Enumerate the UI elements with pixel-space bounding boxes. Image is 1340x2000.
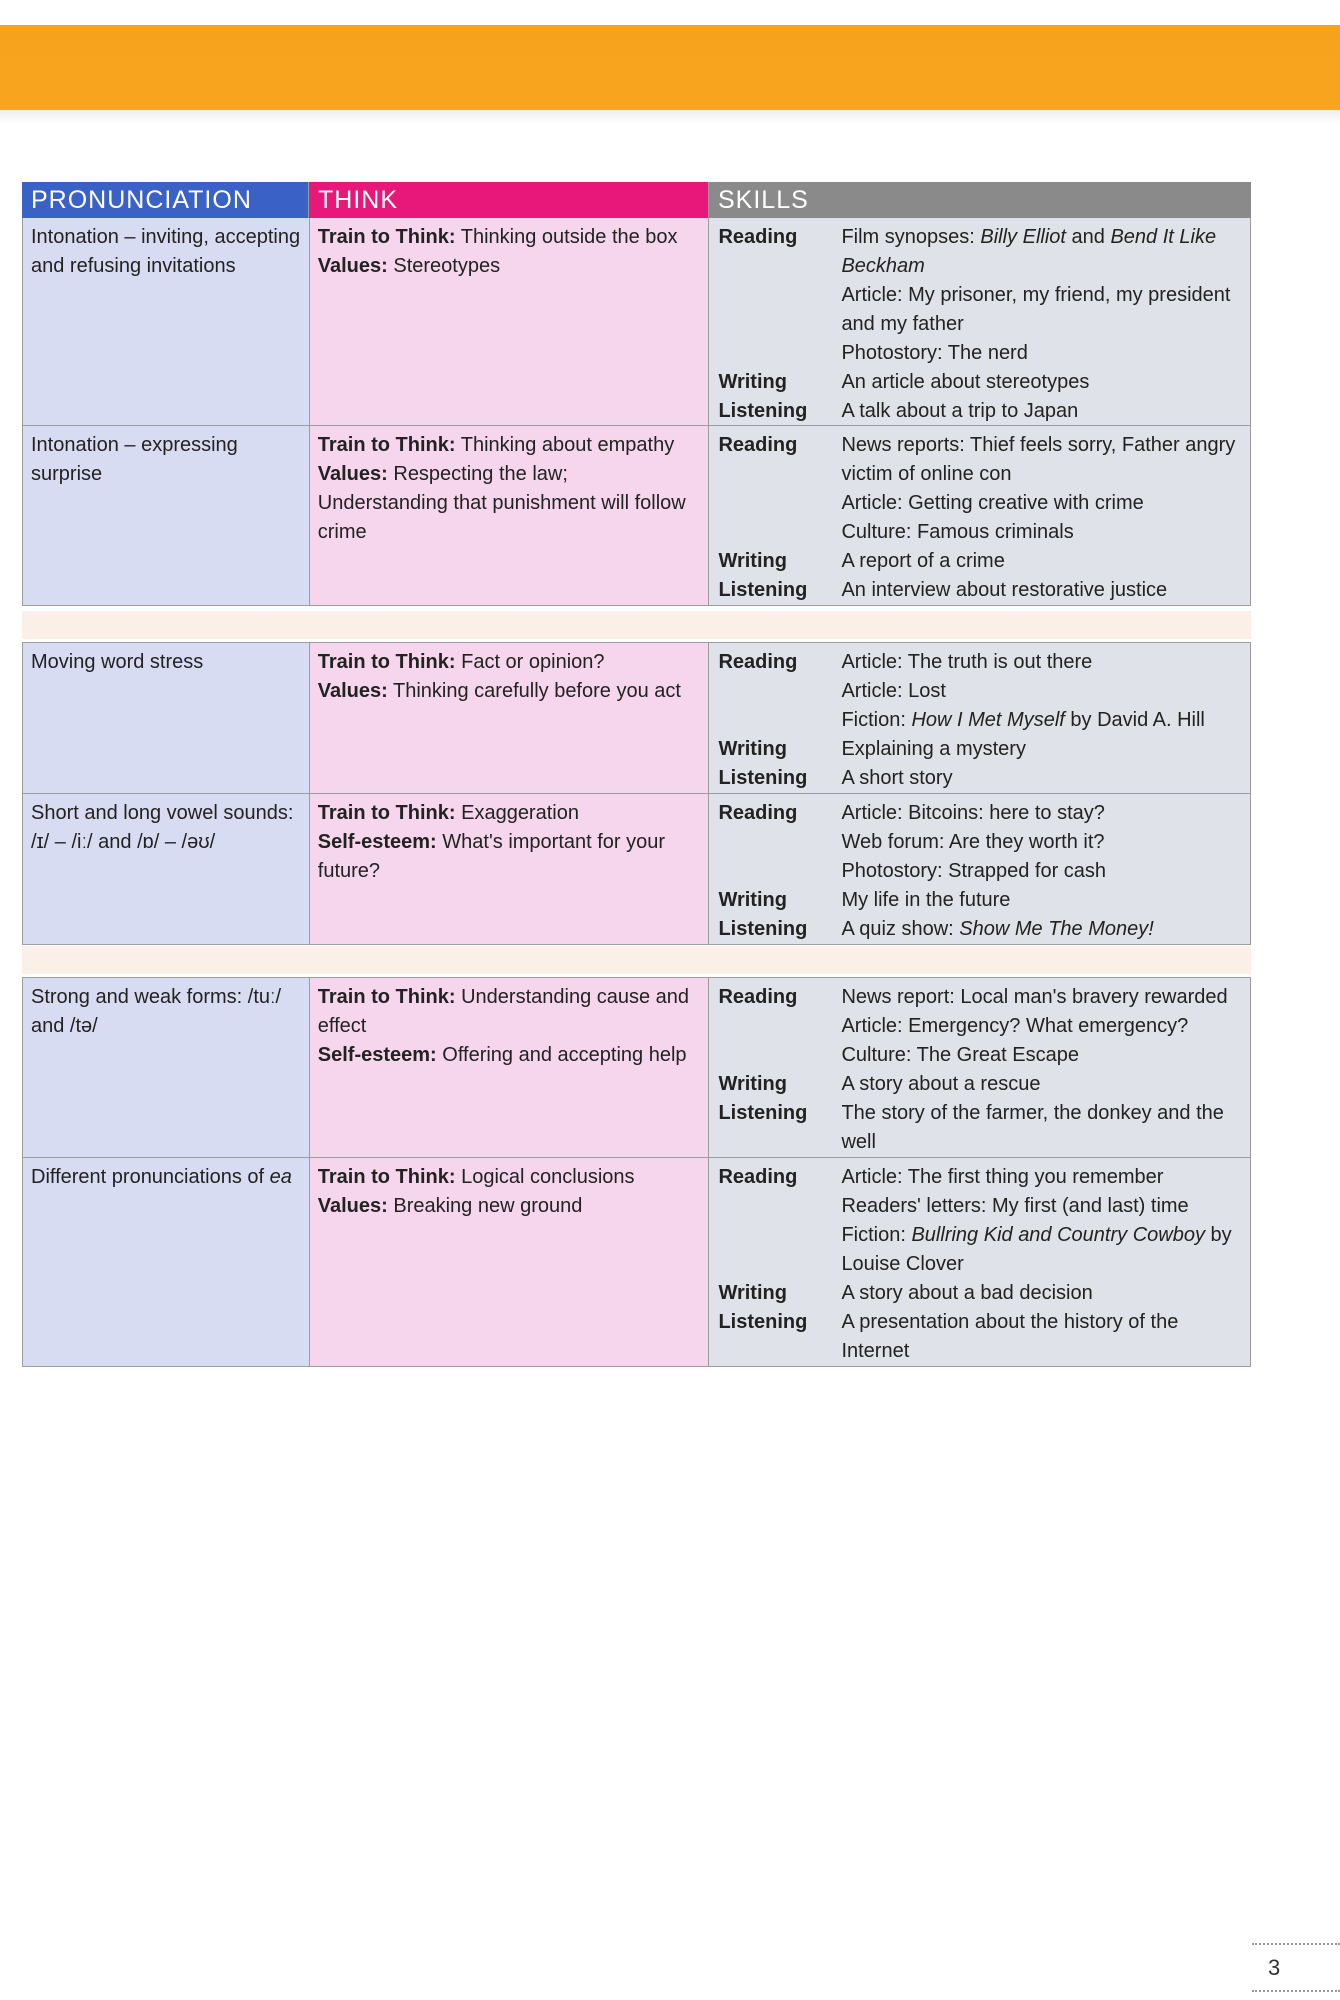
think-line [318,223,701,252]
skill-item [841,677,1242,706]
skill-item [841,1221,1242,1279]
skill-items [841,1163,1242,1279]
skill-items [841,764,1242,793]
think-line [318,431,701,460]
skills-cell [709,978,1251,1157]
skill-item [841,857,1242,886]
text-run: Article: The first thing you remember [841,1166,1164,1188]
text-run: Film synopses: [841,226,981,248]
skill-item [841,431,1242,489]
skill-item [841,983,1242,1012]
text-run: An interview about restorative justice [841,579,1168,601]
table-header [22,182,1251,218]
text-run: My life in the future [841,889,1011,911]
skill-type: Writing [718,738,787,760]
skill-items [841,1308,1242,1366]
skills-cell [709,426,1251,605]
think-label: Train to Think: [317,1166,456,1188]
think-line [318,1041,701,1070]
text-run: The story of the farmer, the donkey and the well [841,1102,1224,1153]
skill-item [841,648,1242,677]
skill-type: Reading [718,1166,798,1188]
pronunciation-cell: Moving word stress [23,643,310,793]
skill-type: Writing [718,1282,787,1304]
skill-type: Writing [718,550,787,572]
skill-item [841,223,1242,281]
skill-item [841,735,1242,764]
text-run: Article: Getting creative with crime [841,492,1144,514]
think-text: Stereotypes [387,255,501,277]
text-run: A talk about a trip to Japan [841,400,1079,422]
page-number: 3 [1268,1955,1281,1980]
skill-type: Listening [718,1102,808,1124]
unit-separator [22,946,1251,974]
text-run: Web forum: Are they worth it? [841,831,1105,853]
think-label: Train to Think: [317,226,456,248]
think-label: Train to Think: [317,986,456,1008]
italic-title: Bullring Kid and Country Cowboy [911,1224,1205,1246]
text-run: Article: Emergency? What emergency? [841,1015,1189,1037]
think-line [318,252,701,281]
skill-items [841,397,1242,426]
think-line [318,677,701,706]
skill-items [841,648,1242,735]
italic-title: ea [269,1166,292,1188]
think-text: Thinking carefully before you act [387,680,681,702]
text-run: Culture: The Great Escape [841,1044,1079,1066]
skills-header: SKILLS [709,182,1251,218]
think-text: Fact or opinion? [455,651,605,673]
text-run: Article: Bitcoins: here to stay? [841,802,1105,824]
skill-type: Listening [718,1311,808,1333]
skill-items [841,576,1242,605]
skill-items [841,223,1242,368]
skill-group [718,368,1242,397]
skill-type: Reading [718,802,798,824]
skill-item [841,576,1242,605]
skill-type: Writing [718,889,787,911]
skill-group [718,983,1242,1070]
text-run: Fiction: [841,709,912,731]
skill-group [718,547,1242,576]
skill-item [841,1308,1242,1366]
text-run: Culture: Famous criminals [841,521,1074,543]
think-line [318,828,701,886]
text-run: by Louise Clover [841,1224,1232,1275]
banner-shadow [0,110,1340,124]
think-text: Exaggeration [455,802,579,824]
think-label: Values: [317,255,388,277]
skill-item [841,518,1242,547]
skill-group [718,397,1242,426]
think-text: What's important for your future? [317,831,666,882]
text-run: by David A. Hill [1064,709,1205,731]
skill-item [841,1279,1242,1308]
think-text: Thinking outside the box [455,226,678,248]
top-banner [0,25,1340,110]
skill-type: Writing [718,371,787,393]
skill-item [841,281,1242,339]
table-row [22,426,1251,606]
skill-group [718,886,1242,915]
skill-item [841,1041,1242,1070]
pronunciation-cell [23,1158,310,1366]
table-row [22,642,1251,794]
table-row [22,977,1251,1158]
think-cell [310,426,710,605]
skill-item [841,339,1242,368]
pronunciation-cell: Short and long vowel sounds: /ɪ/ – /iː/ and /ɒ/ – /əʊ/ [23,794,310,944]
table-block-3 [22,977,1251,1367]
table-row [22,218,1251,426]
skill-group [718,223,1242,368]
think-cell [310,978,710,1157]
table-row [22,1158,1251,1367]
pronunciation-header: PRONUNCIATION [22,182,309,218]
skill-group [718,915,1242,944]
skill-group [718,648,1242,735]
think-text: Thinking about empathy [455,434,675,456]
skill-group [718,799,1242,886]
skill-group [718,1308,1242,1366]
skill-item [841,1163,1242,1192]
text-run: and [1065,226,1111,248]
pronunciation-cell: Strong and weak forms: /tuː/ and /tə/ [23,978,310,1157]
skill-group [718,735,1242,764]
skill-type: Writing [718,1073,787,1095]
skill-type: Reading [718,986,798,1008]
text-run: A report of a crime [841,550,1005,572]
page-number-rule-bottom [1252,1990,1340,1994]
text-run: Article: Lost [841,680,946,702]
text-run: Different pronunciations of [31,1166,270,1188]
think-line [318,648,701,677]
text-run: Photostory: The nerd [841,342,1028,364]
skills-cell [709,1158,1251,1366]
skill-item [841,828,1242,857]
skill-group [718,431,1242,547]
skill-items [841,431,1242,547]
think-line [318,799,701,828]
skills-cell [709,794,1251,944]
think-label: Train to Think: [317,651,456,673]
think-line [318,460,701,547]
text-run: A short story [841,767,953,789]
skill-type: Listening [718,400,808,422]
skill-items [841,799,1242,886]
italic-title: How I Met Myself [911,709,1065,731]
skill-item [841,706,1242,735]
skill-items [841,547,1242,576]
page-number-rule-top [1252,1943,1340,1947]
text-run: News reports: Thief feels sorry, Father angry victim of online con [841,434,1236,485]
pronunciation-cell: Intonation – inviting, accepting and refusing invitations [23,218,310,425]
skill-item [841,489,1242,518]
text-run: Photostory: Strapped for cash [841,860,1107,882]
text-run: A quiz show: [841,918,960,940]
think-text: Respecting the law; Understanding that punishment will follow crime [317,463,686,543]
think-line [318,1192,701,1221]
text-run: Article: The truth is out there [841,651,1093,673]
skill-items [841,1279,1242,1308]
skill-group [718,1099,1242,1157]
think-label: Train to Think: [317,802,456,824]
text-run: Fiction: [841,1224,912,1246]
skill-type: Listening [718,767,808,789]
think-cell [310,218,710,425]
table-block-1 [22,182,1251,606]
skill-items [841,735,1242,764]
text-run: A presentation about the history of the Internet [841,1311,1179,1362]
skill-type: Listening [718,918,808,940]
skill-type: Reading [718,651,798,673]
skill-type: Listening [718,579,808,601]
skill-item [841,397,1242,426]
text-run: News report: Local man's bravery rewarded [841,986,1228,1008]
skill-group [718,1070,1242,1099]
think-text: Understanding cause and effect [317,986,690,1037]
skill-items [841,983,1242,1070]
skill-group [718,1163,1242,1279]
skill-group [718,576,1242,605]
pronunciation-cell: Intonation – expressing surprise [23,426,310,605]
skill-type: Reading [718,434,798,456]
skill-item [841,886,1242,915]
skill-items [841,1070,1242,1099]
text-run: A story about a rescue [841,1073,1041,1095]
think-cell [310,794,710,944]
text-run: An article about stereotypes [841,371,1090,393]
italic-title: Billy Elliot [980,226,1066,248]
think-cell [310,1158,710,1366]
skill-item [841,547,1242,576]
think-label: Values: [317,463,388,485]
think-label: Self-esteem: [317,831,437,853]
skill-group [718,764,1242,793]
think-header: THINK [309,182,709,218]
skill-item [841,368,1242,397]
think-label: Train to Think: [317,434,456,456]
think-line [318,983,701,1041]
think-label: Self-esteem: [317,1044,437,1066]
think-text: Breaking new ground [387,1195,583,1217]
text-run: Explaining a mystery [841,738,1026,760]
skill-items [841,915,1242,944]
table-row [22,794,1251,945]
think-text: Offering and accepting help [436,1044,687,1066]
skill-items [841,886,1242,915]
text-run: Readers' letters: My first (and last) time [841,1195,1189,1217]
skill-item [841,1192,1242,1221]
skill-type: Reading [718,226,798,248]
table-block-2 [22,642,1251,945]
skill-item [841,764,1242,793]
skill-item [841,1012,1242,1041]
think-label: Values: [317,1195,388,1217]
italic-title: Bend It Like Beckham [841,226,1217,277]
unit-separator [22,611,1251,639]
skill-item [841,1070,1242,1099]
skills-cell [709,643,1251,793]
skill-item [841,1099,1242,1157]
think-line [318,1163,701,1192]
text-run: A story about a bad decision [841,1282,1093,1304]
skill-item [841,799,1242,828]
think-cell [310,643,710,793]
think-label: Values: [317,680,388,702]
skill-group [718,1279,1242,1308]
skill-item [841,915,1242,944]
italic-title: Show Me The Money! [959,918,1154,940]
skills-cell [709,218,1251,425]
skill-items [841,368,1242,397]
text-run: Article: My prisoner, my friend, my president and my father [841,284,1231,335]
think-text: Logical conclusions [455,1166,635,1188]
skill-items [841,1099,1242,1157]
